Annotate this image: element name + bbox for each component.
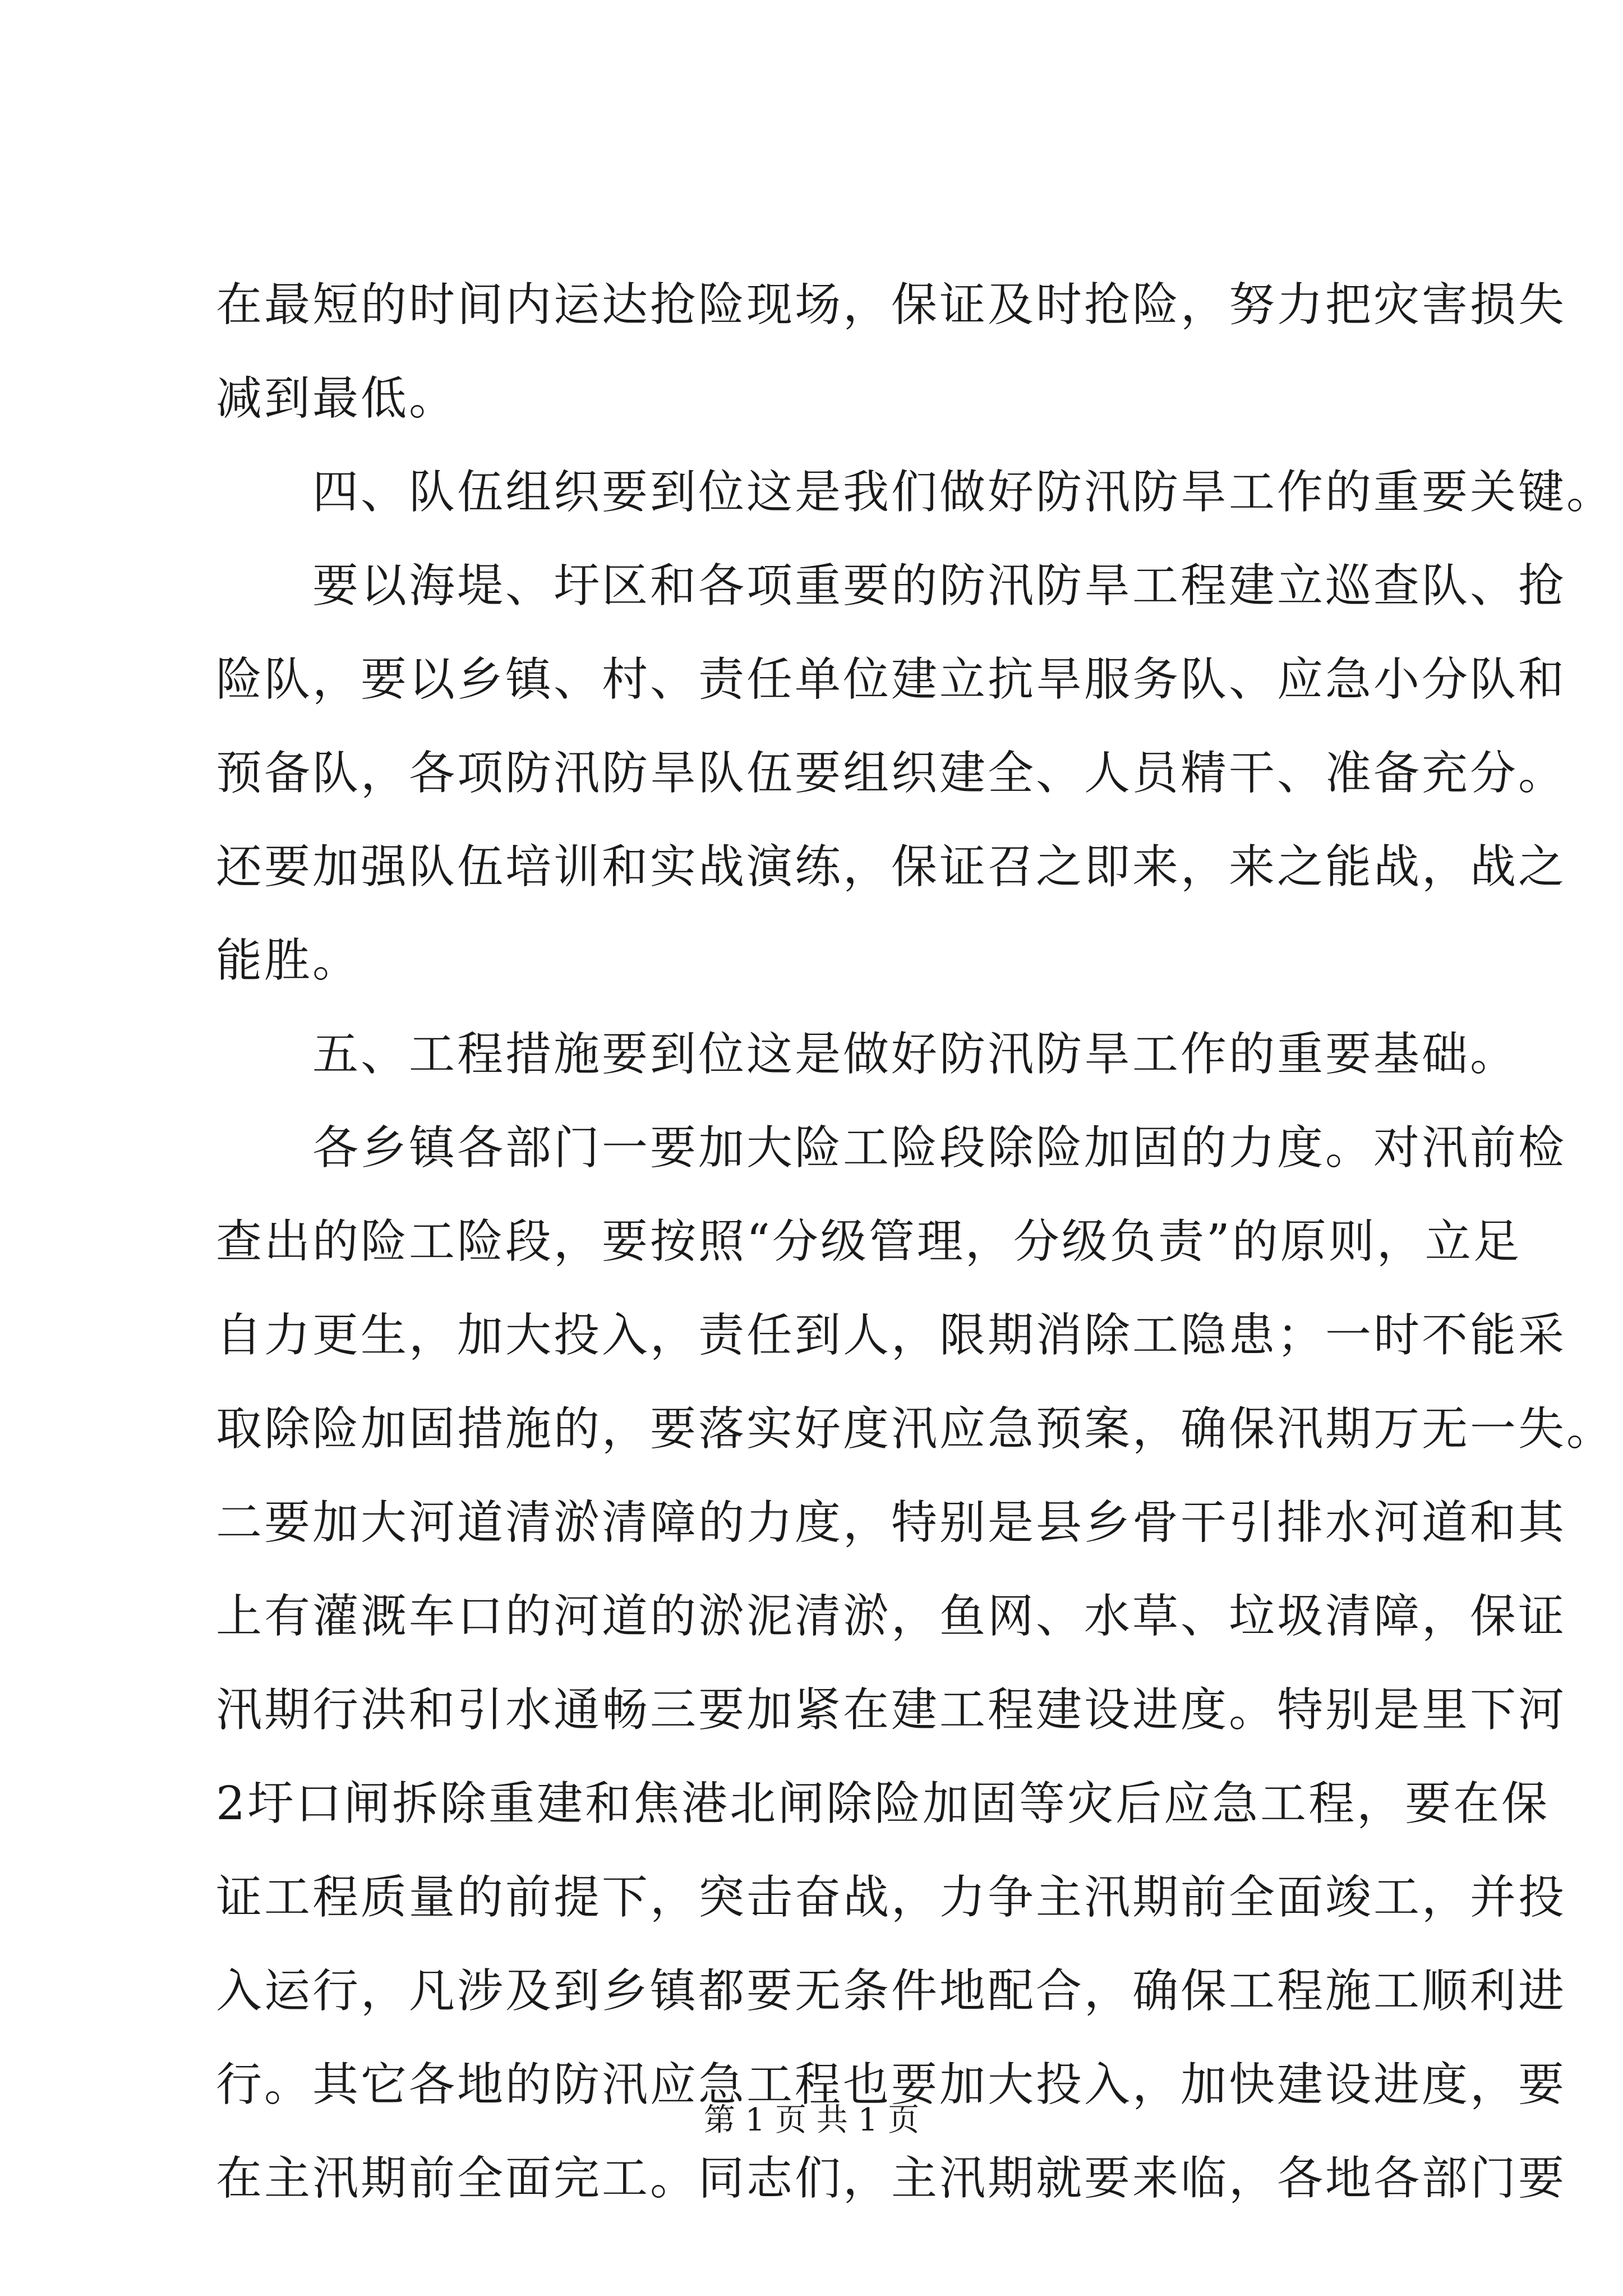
body-line: 在最短的时间内运达抢险现场，保证及时抢险，努力把灾害损失 bbox=[216, 278, 1567, 332]
page-number-label: 第 1 页 共 1 页 bbox=[703, 2102, 920, 2138]
body-line: 险队，要以乡镇、村、责任单位建立抗旱服务队、应急小分队和 bbox=[216, 653, 1567, 706]
body-line: 在主汛期前全面完工。同志们，主汛期就要来临，各地各部门要 bbox=[216, 2152, 1567, 2205]
body-line: 减到最低。 bbox=[216, 372, 458, 425]
body-line: 二要加大河道清淤清障的力度，特别是县乡骨干引排水河道和其 bbox=[216, 1496, 1567, 1549]
body-line: 行。其它各地的防汛应急工程也要加大投入，加快建设进度，要 bbox=[216, 2058, 1567, 2111]
body-line: 自力更生，加大投入，责任到人，限期消除工隐患；一时不能采 bbox=[216, 1309, 1567, 1362]
body-line: 取除险加固措施的，要落实好度汛应急预案，确保汛期万无一失。 bbox=[216, 1402, 1615, 1456]
body-line: 查出的险工险段，要按照“分级管理，分级负责”的原则，立足 bbox=[216, 1215, 1521, 1268]
body-line: 五、工程措施要到位这是做好防汛防旱工作的重要基础。 bbox=[216, 1028, 1519, 1081]
body-line: 汛期行洪和引水通畅三要加紧在建工程建设进度。特别是里下河 bbox=[216, 1683, 1567, 1737]
body-line: 证工程质量的前提下，突击奋战，力争主汛期前全面竣工，并投 bbox=[216, 1871, 1567, 1924]
page-footer bbox=[0, 2098, 1623, 2143]
body-line: 四、队伍组织要到位这是我们做好防汛防旱工作的重要关键。 bbox=[216, 466, 1615, 519]
body-line: 要以海堤、圩区和各项重要的防汛防旱工程建立巡查队、抢 bbox=[216, 559, 1567, 613]
body-line: 入运行，凡涉及到乡镇都要无条件地配合，确保工程施工顺利进 bbox=[216, 1964, 1567, 2018]
body-line: 各乡镇各部门一要加大险工险段除险加固的力度。对汛前检 bbox=[216, 1121, 1567, 1175]
body-line: 能胜。 bbox=[216, 934, 361, 987]
body-line: 上有灌溉车口的河道的淤泥清淤，鱼网、水草、垃圾清障，保证 bbox=[216, 1590, 1567, 1643]
body-line: 预备队，各项防汛防旱队伍要组织建全、人员精干、准备充分。 bbox=[216, 747, 1567, 800]
document-body bbox=[216, 258, 1615, 2225]
body-line: 还要加强队伍培训和实战演练，保证召之即来，来之能战，战之 bbox=[216, 840, 1567, 894]
body-line: 2圩口闸拆除重建和焦港北闸除险加固等灾后应急工程，要在保 bbox=[216, 1777, 1550, 1830]
